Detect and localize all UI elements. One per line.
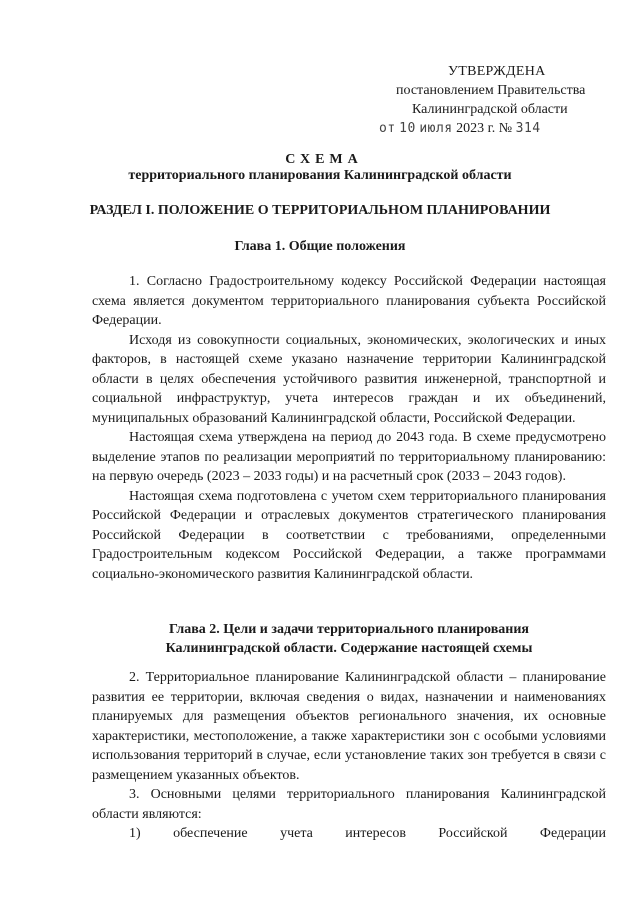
paragraph: Настоящая схема подготовлена с учетом схем территориального планирования Российской Федерации и отраслевых документов стратегического планирования Российской Федерации в соответствии с требованиями, определенными Градостроительным кодексом Российской Федерации, а также программами социально-экономического развития Калининградской области. [92, 488, 606, 582]
chapter2-body [92, 668, 606, 844]
approval-date-line [376, 119, 616, 138]
chapter1-heading: Глава 1. Общие положения [234, 239, 406, 254]
scheme-subtitle: территориального планирования Калининградской области [128, 168, 512, 183]
scheme-title: СХЕМА [285, 152, 363, 167]
chapter2-heading-line1: Глава 2. Цели и задачи территориального планирования [169, 622, 529, 637]
approval-stamp [376, 62, 616, 138]
approval-region: Калининградской области [412, 102, 568, 117]
approval-decree: постановлением Правительства [396, 83, 586, 98]
approval-title: УТВЕРЖДЕНА [448, 64, 546, 79]
approval-date-day: 10 [399, 121, 416, 136]
approval-date-year: 2023 г. № [456, 121, 513, 136]
approval-number: 314 [515, 121, 541, 136]
paragraph: Исходя из совокупности социальных, экономических, экологических и иных факторов, в настоящей схеме указано назначение территории Калининградской области в целях обеспечения устойчивого развития инженерной, транспортной и социальной инфраструктур, учета интересов граждан и их объединений, муниципальных образований Калининградской области, Российской Федерации. [92, 332, 606, 426]
paragraph: 2. Территориальное планирование Калининградской области – планирование развития ее территории, включая сведения о видах, назначении и наименованиях планируемых для размещения объектов регионального значения, их основные характеристики, местоположение, а также характеристики зон с особыми условиями использования территорий в случае, если установление таких зон требуется в связи с размещением указанных объектов. [92, 670, 606, 783]
section-heading: РАЗДЕЛ I. ПОЛОЖЕНИЕ О ТЕРРИТОРИАЛЬНОМ ПЛАНИРОВАНИИ [89, 203, 551, 218]
paragraph: 1. Согласно Градостроительному кодексу Российской Федерации настоящая схема является документом территориального планирования субъекта Российской Федерации. [92, 274, 606, 328]
paragraph: 3. Основными целями территориального планирования Калининградской области являются: [92, 787, 606, 822]
approval-date-prefix: от [379, 121, 396, 136]
paragraph: Настоящая схема утверждена на период до 2043 года. В схеме предусмотрено выделение этапов по реализации мероприятий по территориальному планированию: на первую очередь (2023 – 2033 годы) и на расчетный срок (2033 – 2043 годов). [92, 430, 606, 484]
chapter2-heading [92, 620, 606, 658]
chapter2-heading-line2: Калининградской области. Содержание настоящей схемы [165, 641, 533, 656]
approval-date-month: июля [419, 121, 453, 136]
list-item: 1) обеспечение учета интересов Российской Федерации [129, 826, 606, 841]
chapter1-body [92, 272, 606, 584]
